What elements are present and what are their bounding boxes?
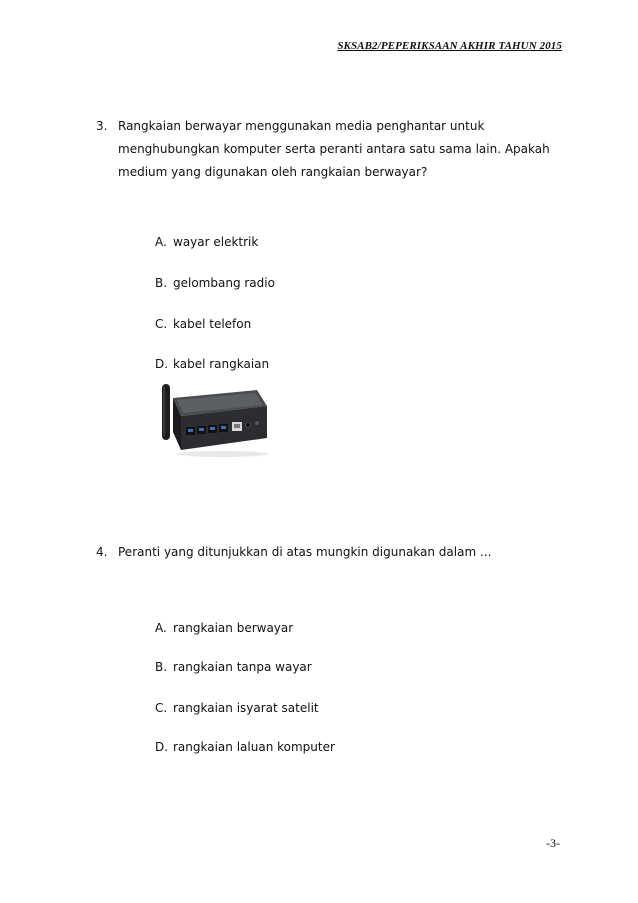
question-number: 4. (96, 545, 108, 559)
option-letter: A. (155, 621, 167, 635)
option-text: rangkaian isyarat satelit (173, 701, 319, 715)
wireless-router-icon (153, 380, 271, 460)
page-number: -3- (546, 836, 560, 850)
question-4-option-c (155, 700, 319, 716)
option-text: kabel telefon (173, 317, 252, 331)
question-3 (96, 115, 566, 184)
option-letter: C. (155, 317, 168, 331)
question-3-option-d (155, 356, 269, 372)
option-letter: A. (155, 235, 167, 249)
question-4-option-d (155, 739, 335, 755)
option-letter: D. (155, 740, 169, 754)
option-text: rangkaian tanpa wayar (173, 660, 312, 674)
option-letter: B. (155, 276, 168, 290)
page-header: SKSAB2/PEPERIKSAAN AKHIR TAHUN 2015 (337, 40, 562, 52)
option-text: rangkaian laluan komputer (173, 740, 335, 754)
question-3-option-c (155, 316, 251, 332)
option-text: rangkaian berwayar (173, 621, 294, 635)
question-3-option-a (155, 234, 258, 250)
question-text: Peranti yang ditunjukkan di atas mungkin digunakan dalam ... (118, 545, 492, 559)
question-text: Rangkaian berwayar menggunakan media penghantar untuk menghubungkan komputer serta peranti antara satu sama lain. Apakah medium yang digunakan oleh rangkaian berwayar? (118, 119, 550, 179)
option-letter: B. (155, 660, 168, 674)
option-letter: C. (155, 701, 168, 715)
question-4 (96, 541, 566, 564)
question-4-option-b (155, 659, 312, 675)
question-3-option-b (155, 275, 275, 291)
question-number: 3. (96, 119, 108, 133)
option-text: wayar elektrik (173, 235, 259, 249)
option-text: gelombang radio (173, 276, 275, 290)
option-letter: D. (155, 357, 169, 371)
question-4-option-a (155, 620, 293, 636)
option-text: kabel rangkaian (173, 357, 270, 371)
